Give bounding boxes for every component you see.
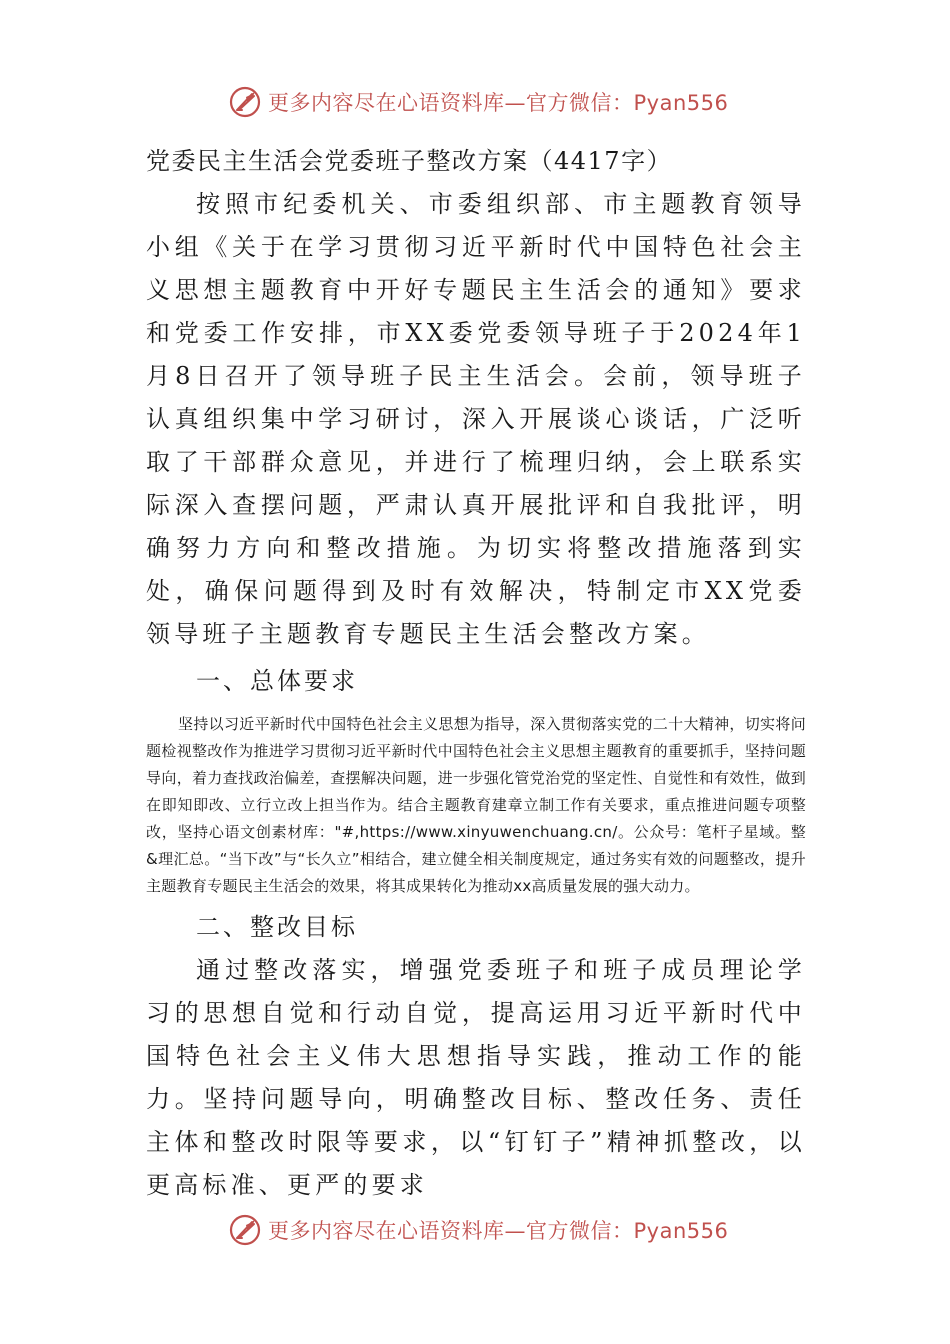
section-body-overall-requirements: 坚持以习近平新时代中国特色社会主义思想为指导，深入贯彻落实党的二十大精神，切实将问题检视整改作为推进学习贯彻习近平新时代中国特色社会主义思想主题教育的重要抓手，坚持问题导向，着力查找政治偏差，查摆解决问题，进一步强化管党治党的坚定性、自觉性和有效性，做到在即知即改、立行立改上担当作为。结合主题教育建章立制工作有关要求，重点推进问题专项整改，坚持心语文创素材库："#,https://www.xinyuwenchuang.cn/。公众号：笔杆子星域。整&理汇总。“当下改”与“长久立”相结合，建立健全相关制度规定，通过务实有效的问题整改，提升主题教育专题民主生活会的效果，将其成果转化为推动xx高质量发展的强大动力。	[146, 715, 806, 895]
quill-logo-icon	[228, 85, 262, 119]
intro-paragraph: 按照市纪委机关、市委组织部、市主题教育领导小组《关于在学习贯彻习近平新时代中国特色社会主义思想主题教育中开好专题民主生活会的通知》要求和党委工作安排，市XX委党委领导班子于2024年1月8日召开了领导班子民主生活会。会前，领导班子认真组织集中学习研讨，深入开展谈心谈话，广泛听取了干部群众意见，并进行了梳理归纳，会上联系实际深入查摆问题，严肃认真开展批评和自我批评，明确努力方向和整改措施。为切实将整改措施落到实处，确保问题得到及时有效解决，特制定市XX党委领导班子主题教育专题民主生活会整改方案。	[146, 190, 806, 648]
footer-watermark-banner	[228, 1210, 748, 1250]
document-title: 党委民主生活会党委班子整改方案（4417字）	[146, 147, 673, 175]
banner-text: 更多内容尽在心语资料库—官方微信：Pyan556	[268, 91, 729, 115]
section-heading-rectification-goals: 二、整改目标	[196, 913, 358, 941]
section-heading-overall-requirements: 一、总体要求	[196, 667, 358, 695]
header-watermark-banner	[228, 82, 748, 122]
banner-text: 更多内容尽在心语资料库—官方微信：Pyan556	[268, 1219, 729, 1243]
section-body-rectification-goals: 通过整改落实，增强党委班子和班子成员理论学习的思想自觉和行动自觉，提高运用习近平新时代中国特色社会主义伟大思想指导实践，推动工作的能力。坚持问题导向，明确整改目标、整改任务、责任主体和整改时限等要求，以“钉钉子”精神抓整改，以更高标准、更严的要求	[146, 956, 806, 1199]
document-body	[146, 140, 806, 1207]
quill-logo-icon	[228, 1213, 262, 1247]
